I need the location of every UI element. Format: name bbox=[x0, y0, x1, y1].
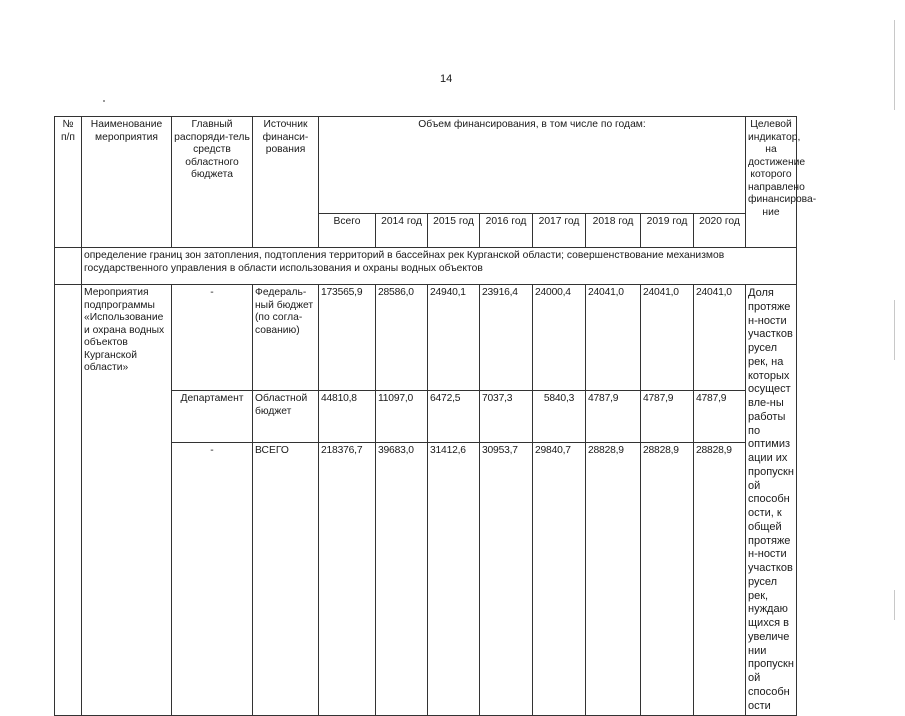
col-header-year: 2015 год bbox=[428, 214, 480, 248]
row-manager: - bbox=[172, 285, 253, 391]
row-year-value: 4787,9 bbox=[641, 391, 694, 442]
row-year-value: 6472,5 bbox=[428, 391, 480, 442]
row-year-value: 28828,9 bbox=[694, 442, 746, 716]
row-year-value: 30953,7 bbox=[480, 442, 533, 716]
row-total: 44810,8 bbox=[319, 391, 376, 442]
col-header-volume: Объем финансирования, в том числе по годам: bbox=[319, 117, 746, 214]
scan-mark bbox=[894, 300, 895, 360]
row-year-value: 29840,7 bbox=[533, 442, 586, 716]
row-manager: - bbox=[172, 442, 253, 716]
col-header-total: Всего bbox=[319, 214, 376, 248]
row-total: 173565,9 bbox=[319, 285, 376, 391]
row-year-value: 4787,9 bbox=[586, 391, 641, 442]
activity-num-cell bbox=[55, 285, 82, 716]
goal-num-cell bbox=[55, 248, 82, 285]
col-header-year: 2014 год bbox=[376, 214, 428, 248]
row-year-value: 24041,0 bbox=[641, 285, 694, 391]
row-source: Областной бюджет bbox=[253, 391, 319, 442]
row-manager: Департамент bbox=[172, 391, 253, 442]
col-header-name: Наименование мероприятия bbox=[82, 117, 172, 248]
row-year-value: 11097,0 bbox=[376, 391, 428, 442]
row-year-value: 4787,9 bbox=[694, 391, 746, 442]
col-header-year: 2016 год bbox=[480, 214, 533, 248]
row-year-value: 24041,0 bbox=[586, 285, 641, 391]
row-total: 218376,7 bbox=[319, 442, 376, 716]
row-source: ВСЕГО bbox=[253, 442, 319, 716]
row-year-value: 24041,0 bbox=[694, 285, 746, 391]
row-source: Федераль-ный бюджет (по согла-сованию) bbox=[253, 285, 319, 391]
activity-name: Мероприятия подпрограммы «Использование и охрана водных объектов Курганской области» bbox=[82, 285, 172, 716]
scan-mark bbox=[894, 20, 895, 110]
col-header-year: 2020 год bbox=[694, 214, 746, 248]
row-year-value: 28586,0 bbox=[376, 285, 428, 391]
row-year-value: 31412,6 bbox=[428, 442, 480, 716]
row-year-value: 24000,4 bbox=[533, 285, 586, 391]
financing-table bbox=[54, 116, 817, 716]
row-year-value: 23916,4 bbox=[480, 285, 533, 391]
col-header-source: Источник финанси-рования bbox=[253, 117, 319, 248]
col-header-target: Целевой индикатор, на достижение которого направлено финансирова-ние bbox=[746, 117, 797, 248]
row-year-value: 5840,3 bbox=[533, 391, 586, 442]
page-number: 14 bbox=[440, 73, 453, 85]
col-header-manager: Главный распоряди-тель средств областного бюджета bbox=[172, 117, 253, 248]
row-year-value: 39683,0 bbox=[376, 442, 428, 716]
row-year-value: 28828,9 bbox=[641, 442, 694, 716]
target-indicator: Доля протяжен-ности участков русел рек, на которых осуществле-ны работы по оптимизации их пропускной способности, к общей протяжен-ности участков русел рек, нуждающихся в увеличении пропускной способности bbox=[746, 285, 797, 716]
row-year-value: 28828,9 bbox=[586, 442, 641, 716]
col-header-num: № п/п bbox=[55, 117, 82, 248]
goal-text: определение границ зон затопления, подтопления территорий в басcейнах рек Курганской области; совершенствование механизмов государственного управления в области использования и охраны водных объектов bbox=[82, 248, 797, 285]
row-year-value: 24940,1 bbox=[428, 285, 480, 391]
col-header-year: 2017 год bbox=[533, 214, 586, 248]
row-year-value: 7037,3 bbox=[480, 391, 533, 442]
scan-mark bbox=[894, 590, 895, 620]
scan-mark bbox=[103, 100, 105, 102]
col-header-year: 2018 год bbox=[586, 214, 641, 248]
col-header-year: 2019 год bbox=[641, 214, 694, 248]
